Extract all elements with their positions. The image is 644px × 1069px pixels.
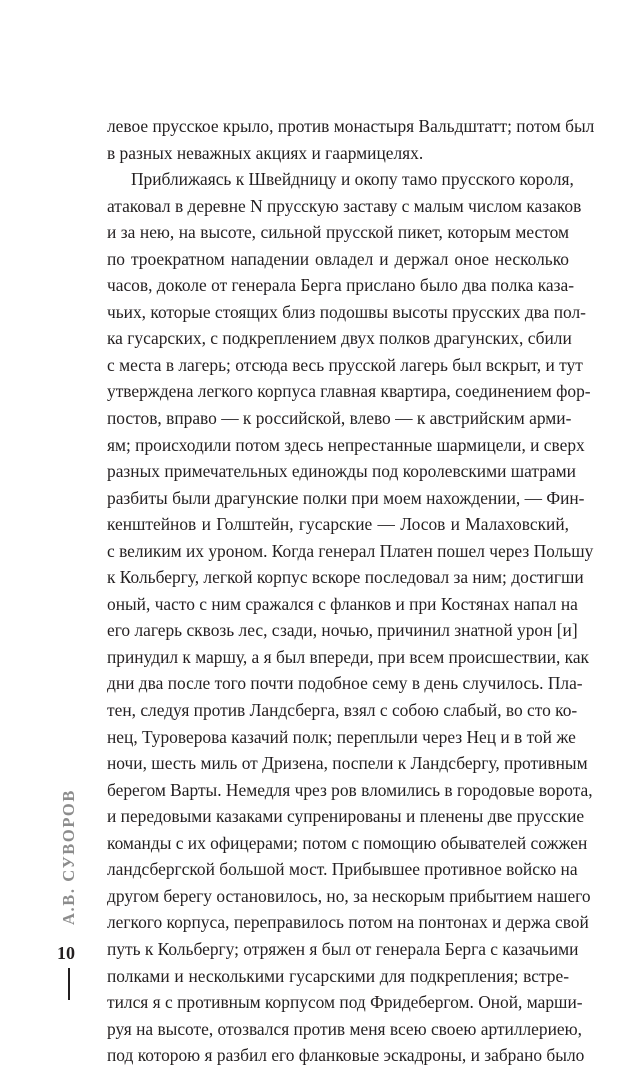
text-line: оный, часто с ним сражался с фланков и при Костянах напал на (107, 593, 578, 614)
text-line: ка гусарских, с подкреплением двух полков драгунских, сбили (107, 328, 572, 349)
text-line: левое прусское крыло, против монастыря Вальдштатт; потом был (107, 116, 595, 136)
text-line: в разных неважных акциях и гаармицелях. (107, 142, 424, 163)
body-text (107, 113, 595, 1069)
text-line: берегом Варты. Немедля чрез ров вломились в городовые ворота, (107, 779, 593, 800)
text-line: ночи, шесть миль от Дризена, поспели к Ландсбергу, противным (107, 753, 588, 774)
text-line: разных примечательных единожды под королевскими шатрами (107, 461, 576, 482)
text-line: и за нею, на высоте, сильной прусской пикет, которым местом (107, 222, 569, 243)
text-line: по троекратном нападении овладел и держал оное несколько (107, 248, 569, 269)
page-number: 10 (57, 943, 75, 963)
text-line: дни два после того почти подобное сему в день случилось. Пла- (107, 673, 583, 694)
text-line: легкого корпуса, переправилось потом на понтонах и держа свой (107, 912, 589, 933)
text-line: путь к Кольбергу; отряжен я был от генерала Берга с казачьими (107, 938, 579, 959)
text-line: кенштейнов и Голштейн, гусарские — Лосов и Малаховский, (107, 514, 569, 535)
text-line: тился я с противным корпусом под Фридебергом. Оной, марши- (107, 992, 583, 1013)
text-line: команды с их офицерами; потом с помощию обывателей сожжен (107, 832, 588, 853)
text-line: к Кольбергу, легкой корпус вскоре последовал за ним; достигши (107, 567, 584, 588)
margin-rule (68, 968, 70, 1000)
text-line: тен, следуя против Ландсберга, взял с собою слабый, во сто ко- (107, 700, 578, 721)
text-line: утверждена легкого корпуса главная квартира, соединением фор- (107, 381, 591, 402)
text-line: ландсбергской большой мост. Прибывшее противное войско на (107, 859, 578, 880)
text-line: постов, вправо — к российской, влево — к австрийским арми- (107, 408, 572, 429)
text-line: атаковал в деревне N прусскую заставу с малым числом казаков (107, 195, 582, 216)
text-line: под которою я разбил его фланковые эскадроны, и забрано было (107, 1045, 585, 1066)
running-author-name: А.В. СУВОРОВ (59, 789, 78, 925)
text-line: и передовыми казаками супренированы и пленены две прусские (107, 806, 585, 827)
text-line: принудил к маршу, а я был впереди, при всем происшествии, как (107, 646, 590, 667)
text-line: с великим их уроном. Когда генерал Платен пошел через Польшу (107, 540, 594, 561)
text-line: его лагерь сквозь лес, сзади, ночью, причинил знатной урон [и] (107, 620, 578, 641)
text-line: часов, доколе от генерала Берга прислано было два полка каза- (107, 275, 574, 296)
text-line: другом берегу остановилось, но, за нескорым прибытием нашего (107, 885, 591, 906)
text-line: ям; происходили потом здесь непрестанные шармицели, и сверх (107, 434, 585, 455)
text-line: Приближаясь к Швейдницу и окопу тамо прусского короля, (131, 169, 574, 190)
text-line: нец, Туроверова казачий полк; переплыли через Нец и в той же (107, 726, 576, 747)
text-line: чьих, которые стоящих близ подошвы высоты прусских два пол- (107, 301, 586, 322)
text-line: полками и несколькими гусарскими для подкрепления; встре- (107, 965, 569, 986)
text-line: с места в лагерь; отсюда весь прусской лагерь был вскрыт, и тут (107, 354, 583, 375)
text-line: разбиты были драгунские полки при моем нахождении, — Фин- (107, 487, 585, 508)
text-line: руя на высоте, отозвался против меня всею своею артиллериею, (107, 1018, 582, 1039)
